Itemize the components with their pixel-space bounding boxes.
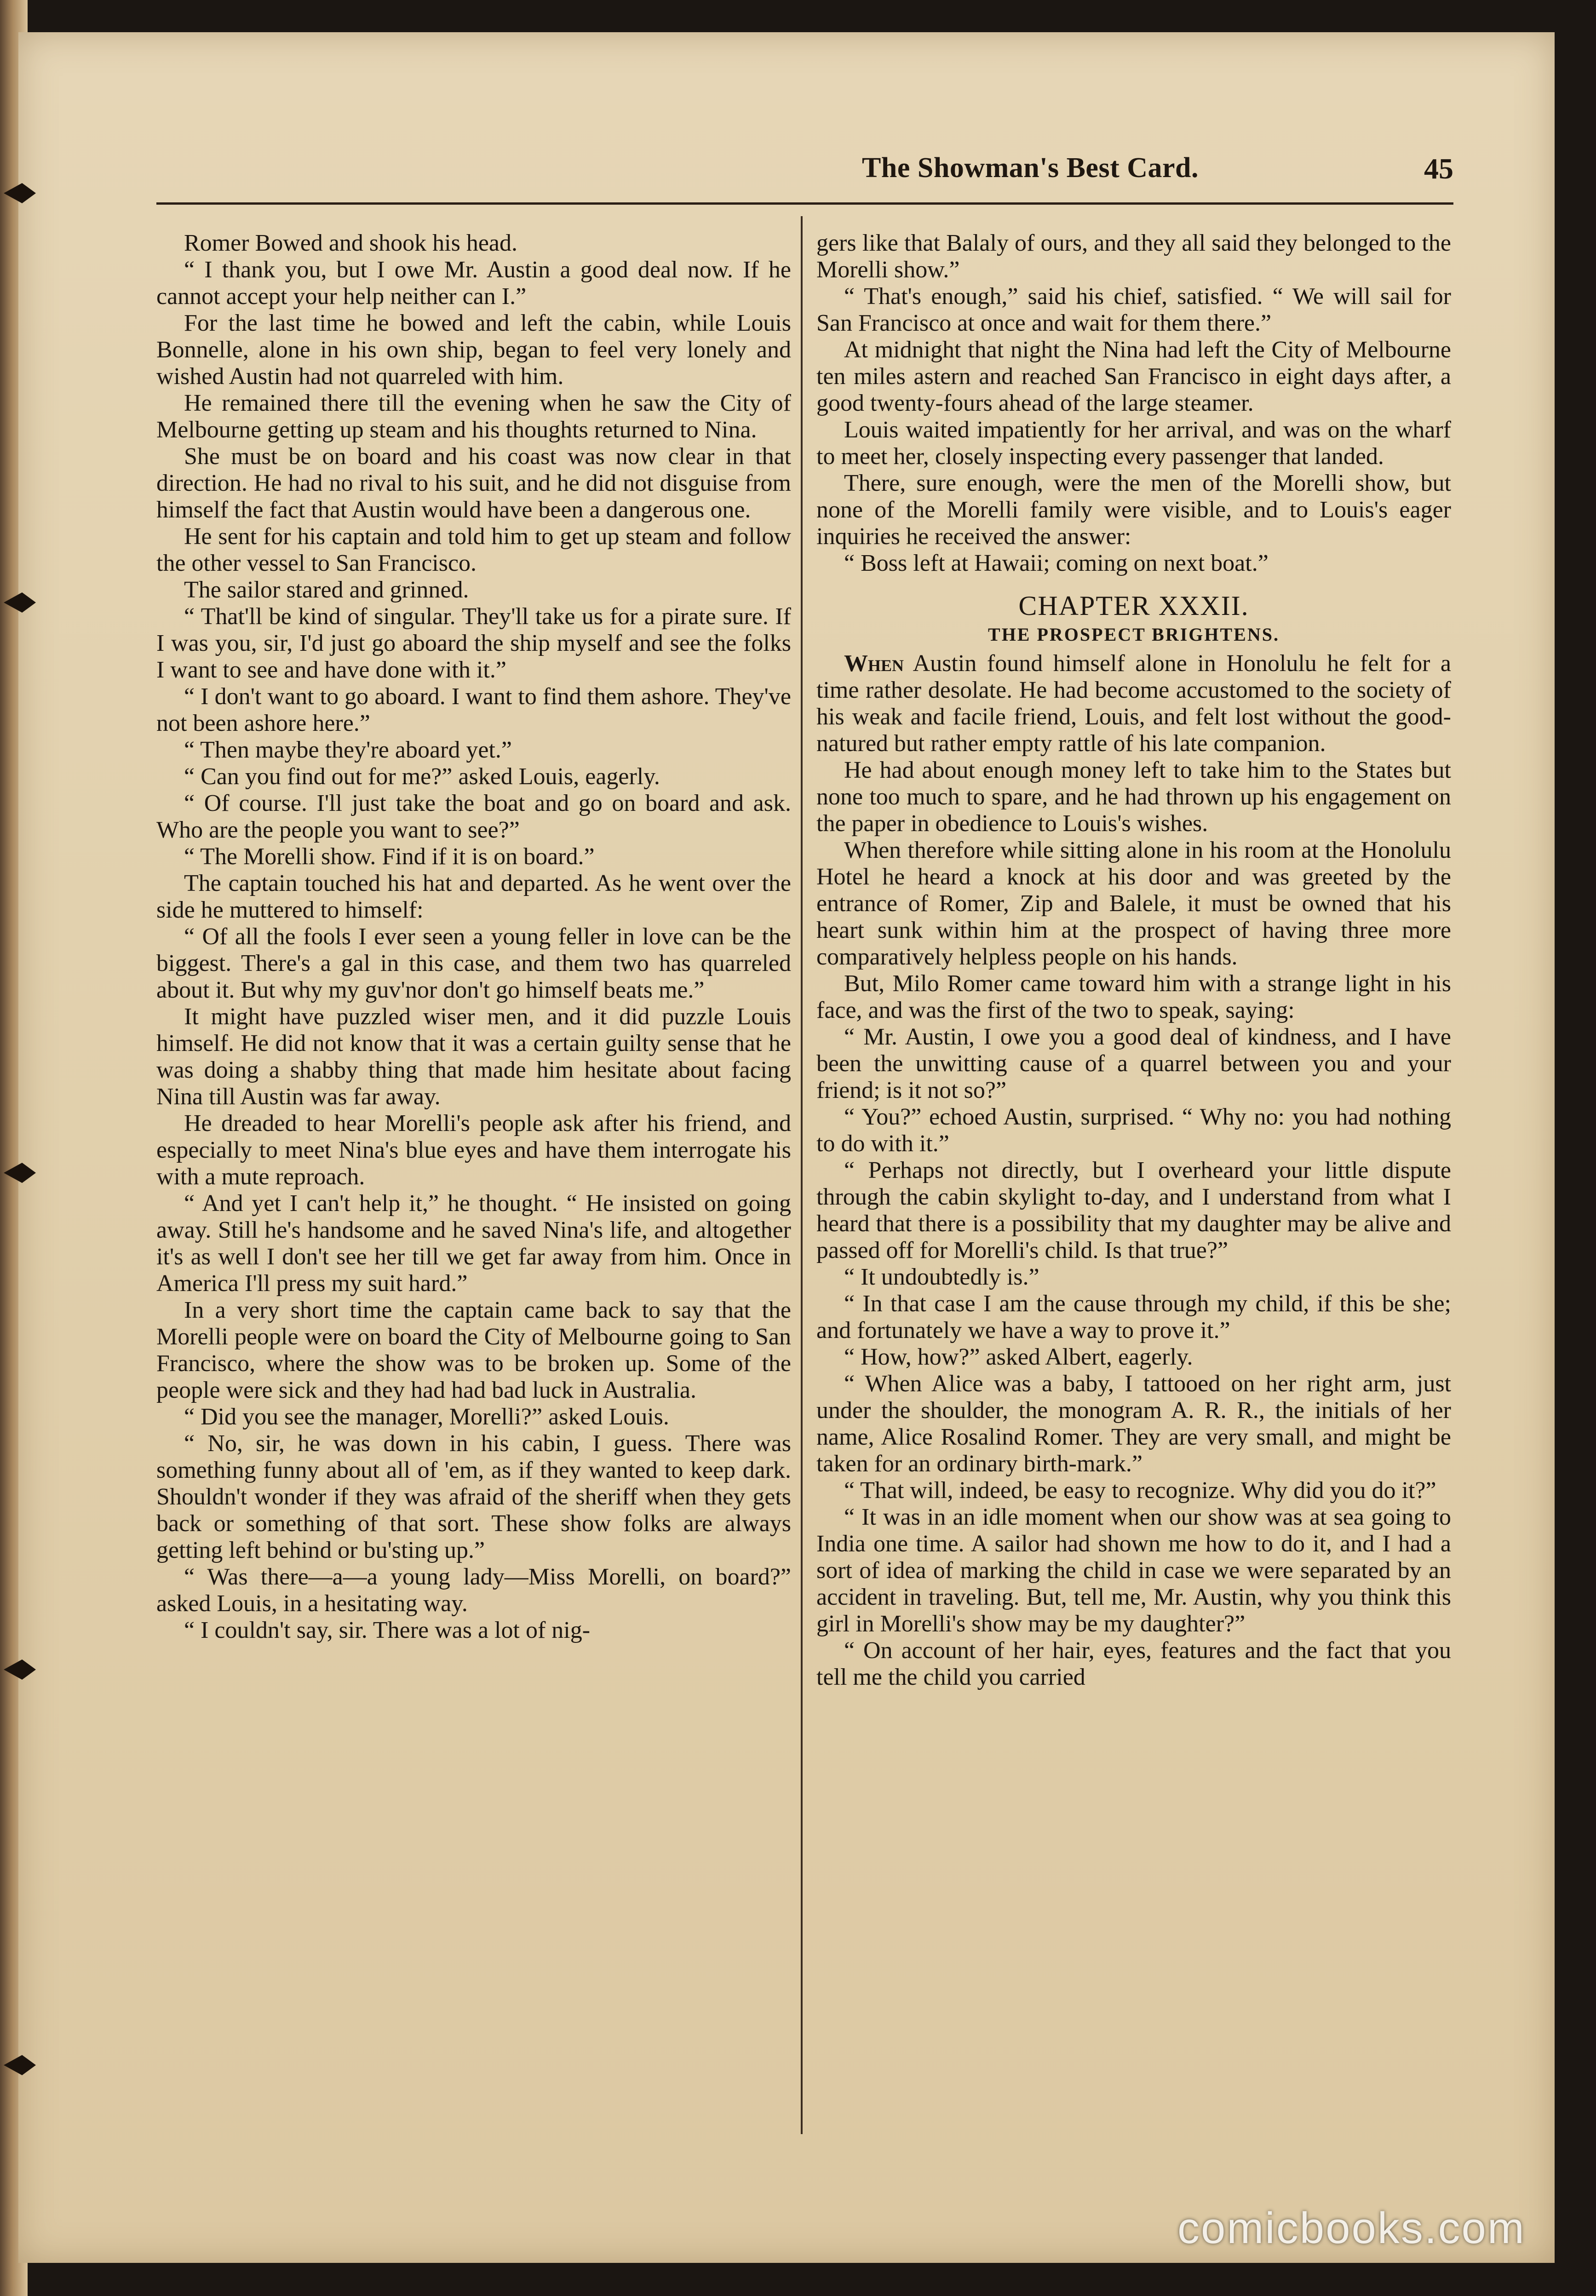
paragraph: “ I thank you, but I owe Mr. Austin a good deal now. If he cannot accept your help neither can I.”: [156, 257, 791, 310]
paragraph: The captain touched his hat and departed. As he went over the side he muttered to himself:: [156, 870, 791, 923]
paragraph: But, Milo Romer came toward him with a strange light in his face, and was the first of the two to speak, saying:: [816, 970, 1451, 1023]
paragraph: When therefore while sitting alone in his room at the Honolulu Hotel he heard a knock at his door and was greeted by the entrance of Romer, Zip and Balele, it must be owned that his heart sunk within him at the prospect of having three more comparatively helpless people on his hands.: [816, 837, 1451, 970]
paragraph: He dreaded to hear Morelli's people ask after his friend, and especially to meet Nina's blue eyes and have them interrogate his with a mute reproach.: [156, 1110, 791, 1190]
paragraph: “ That'll be kind of singular. They'll take us for a pirate sure. If I was you, sir, I'd just go aboard the ship myself and see the folks I want to see and have done with it.”: [156, 603, 791, 683]
paragraph: “ Then maybe they're aboard yet.”: [184, 737, 512, 763]
paragraph: “ Of all the fools I ever seen a young feller in love can be the biggest. There's a gal in this case, and them two has quarreled about it. But why my guv'nor don't go himself beats me.”: [156, 924, 791, 1003]
paragraph: “ That's enough,” said his chief, satisfied. “ We will sail for San Francisco at once and wait for them there.”: [816, 283, 1451, 336]
chapter-opening-paragraph: [816, 650, 1451, 757]
paragraph: “ When Alice was a baby, I tattooed on her right arm, just under the shoulder, the monogram A. R. R., the initials of her name, Alice Rosalind Romer. They are very small, and might be taken for an ordinary birth-mark.”: [816, 1371, 1451, 1477]
paragraph: “ Boss left at Hawaii; coming on next boat.”: [844, 550, 1269, 576]
column-divider: [801, 216, 803, 2134]
paragraph: He had about enough money left to take him to the States but none too much to spare, and he had thrown up his engagement on the paper in obedience to Louis's wishes.: [816, 757, 1451, 837]
paragraph: “ Mr. Austin, I owe you a good deal of kindness, and I have been the unwitting cause of a quarrel between you and your friend; is it not so?”: [816, 1024, 1451, 1103]
chapter-heading: CHAPTER XXXII.: [1018, 591, 1249, 621]
paragraph: “ How, how?” asked Albert, eagerly.: [844, 1344, 1193, 1370]
paragraph: “ Can you find out for me?” asked Louis, eagerly.: [184, 763, 660, 790]
paragraph: He sent for his captain and told him to get up steam and follow the other vessel to San Francisco.: [156, 523, 791, 576]
paragraph: At midnight that night the Nina had left the City of Melbourne ten miles astern and reached San Francisco in eight days after, a good twenty-fours ahead of the large steamer.: [816, 337, 1451, 416]
paragraph: “ I don't want to go aboard. I want to find them ashore. They've not been ashore here.”: [156, 683, 791, 736]
binding-stitch-icon: [4, 179, 36, 207]
paragraph: “ No, sir, he was down in his cabin, I guess. There was something funny about all of 'em, as if they wanted to keep dark. Shouldn't wonder if they was afraid of the sheriff when they gets back or something of that sort. These show folks are always getting left behind or bu'sting up.”: [156, 1430, 791, 1563]
paragraph: “ Perhaps not directly, but I overheard your little dispute through the cabin skylight to-day, and I understand from what I heard that there is a possibility that my daughter may be alive and passed off for Morelli's child. Is that true?”: [816, 1157, 1451, 1263]
chapter-lead-word: When: [844, 650, 904, 677]
paragraph: He remained there till the evening when he saw the City of Melbourne getting up steam and his thoughts returned to Nina.: [156, 390, 791, 443]
paragraph: There, sure enough, were the men of the Morelli show, but none of the Morelli family were visible, and to Louis's eager inquiries he received the answer:: [816, 470, 1451, 550]
paragraph: “ In that case I am the cause through my child, if this be she; and fortunately we have a way to prove it.”: [816, 1291, 1451, 1343]
paragraph: Romer Bowed and shook his head.: [184, 230, 518, 256]
paragraph: “ Did you see the manager, Morelli?” asked Louis.: [184, 1404, 669, 1430]
paragraph: gers like that Balaly of ours, and they all said they belonged to the Morelli show.”: [816, 230, 1451, 283]
chapter-subtitle: THE PROSPECT BRIGHTENS.: [988, 624, 1280, 645]
running-head-title: The Showman's Best Card.: [862, 152, 1199, 184]
paragraph: It might have puzzled wiser men, and it did puzzle Louis himself. He did not know that it was a certain guilty sense that he was doing a shabby thing that made him hesitate about facing Nina till Austin was far away.: [156, 1004, 791, 1110]
paragraph: “ On account of her hair, eyes, features and the fact that you tell me the child you carried: [816, 1637, 1451, 1690]
page-number: 45: [1424, 152, 1453, 185]
paragraph: “ Was there—a—a young lady—Miss Morelli, on board?” asked Louis, in a hesitating way.: [156, 1564, 791, 1617]
paragraph: “ And yet I can't help it,” he thought. “ He insisted on going away. Still he's handsome and he saved Nina's life, and altogether it's as well I don't see her till we get far away from him. Once in America I'll press my suit hard.”: [156, 1190, 791, 1297]
paragraph: “ I couldn't say, sir. There was a lot of nig-: [184, 1617, 591, 1643]
binding-stitch-icon: [4, 589, 36, 616]
left-text-column: [156, 230, 791, 2143]
paragraph: In a very short time the captain came back to say that the Morelli people were on board the City of Melbourne going to San Francisco, where the show was to be broken up. Some of the people were sick and they had had bad luck in Australia.: [156, 1297, 791, 1403]
paragraph: “ You?” echoed Austin, surprised. “ Why no: you had nothing to do with it.”: [816, 1104, 1451, 1157]
watermark: comicbooks.com: [1177, 2204, 1526, 2253]
paragraph: “ It was in an idle moment when our show was at sea going to India one time. A sailor had shown me how to do it, and I had a sort of idea of marking the child in case we were separated by an accident in traveling. But, tell me, Mr. Austin, why you think this girl in Morelli's show may be my daughter?”: [816, 1504, 1451, 1637]
right-text-column: [816, 230, 1451, 2143]
paragraph: “ Of course. I'll just take the boat and go on board and ask. Who are the people you want to see?”: [156, 790, 791, 843]
binding-stitch-icon: [4, 2051, 36, 2079]
chapter-lead-text: Austin found himself alone in Honolulu he felt for a time rather desolate. He had become accustomed to the society of his weak and facile friend, Louis, and felt lost without the good-natured but rather empty rattle of his late companion.: [816, 650, 1451, 757]
binding-stitch-icon: [4, 1656, 36, 1683]
paragraph: The sailor stared and grinned.: [184, 577, 469, 603]
paragraph: For the last time he bowed and left the cabin, while Louis Bonnelle, alone in his own ship, began to feel very lonely and wished Austin had not quarreled with him.: [156, 310, 791, 390]
paragraph: Louis waited impatiently for her arrival, and was on the wharf to meet her, closely inspecting every passenger that landed.: [816, 417, 1451, 470]
header-rule: [156, 202, 1453, 205]
paragraph: “ The Morelli show. Find if it is on board.”: [184, 844, 595, 870]
binding-stitch-icon: [4, 1159, 36, 1187]
paragraph: “ It undoubtedly is.”: [844, 1264, 1039, 1290]
paragraph: “ That will, indeed, be easy to recognize. Why did you do it?”: [844, 1477, 1436, 1504]
paragraph: She must be on board and his coast was now clear in that direction. He had no rival to his suit, and he did not disguise from himself the fact that Austin would have been a dangerous one.: [156, 443, 791, 523]
